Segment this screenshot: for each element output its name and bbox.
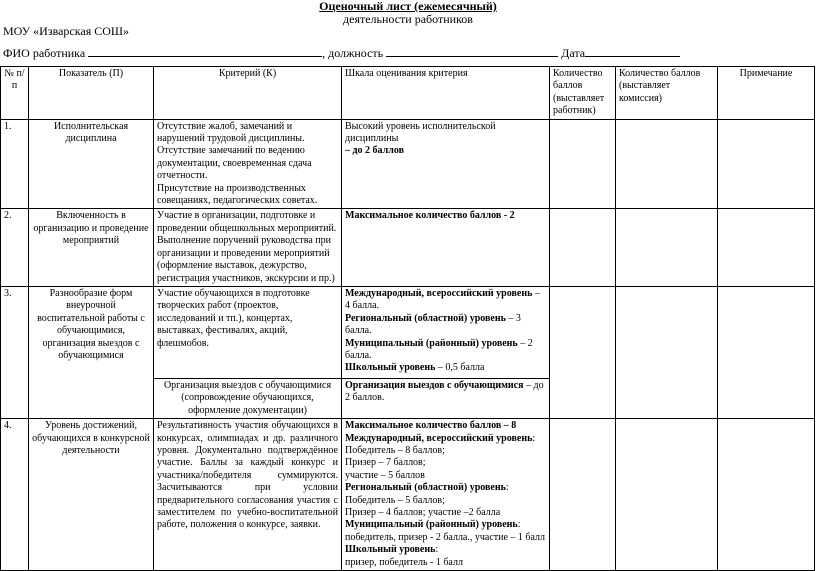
row-criteria: Результативность участия обучающихся в конкурсах, олимпиадах и др. различного уровня. Документально подтверждённое участие. Баллы за каждый конкурс и участника/победителя суммируются. Засчитываются при условии предварительного согласования участия с заместителем по учебно-воспитательной работе, положения о конкурсе, заявки. <box>154 419 342 571</box>
header-criteria: Критерий (К) <box>154 67 342 120</box>
worker-score-cell[interactable] <box>550 119 616 209</box>
header-commission-score: Количество баллов (выставляет комиссия) <box>616 67 718 120</box>
scale-line: Победитель – 8 баллов; <box>345 444 445 456</box>
criteria-line: Присутствие на производственных совещаниях, педагогических советах. <box>157 182 318 207</box>
commission-score-cell[interactable] <box>616 119 718 209</box>
criteria-line: Отсутствие жалоб, замечаний и нарушений трудовой дисциплины. <box>157 120 305 145</box>
scale-line: – до 2 баллов <box>345 145 405 157</box>
position-label: , должность <box>322 46 384 60</box>
document-title: Оценочный лист (ежемесячный) <box>319 0 497 13</box>
table-row <box>1 119 815 209</box>
fio-blank[interactable] <box>88 46 322 57</box>
fio-label: ФИО работника <box>3 46 86 60</box>
position-blank[interactable] <box>386 46 558 57</box>
row-num: 1. <box>1 119 29 209</box>
scale-line: Призер – 7 баллов; <box>345 457 426 469</box>
row-num: 3. <box>1 286 29 418</box>
row-indicator: Исполнительская дисциплина <box>29 119 154 209</box>
row-scale: Максимальное количество баллов - 2 <box>342 209 550 286</box>
row-scale-2: Организация выездов с обучающимися – до 2 баллов. <box>342 378 550 418</box>
date-blank[interactable] <box>585 46 680 57</box>
scale-line: Школьный уровень: <box>345 544 439 556</box>
header-worker-score: Количество баллов (выставляет работник) <box>550 67 616 120</box>
header-note: Примечание <box>718 67 815 120</box>
document-subtitle: деятельности работников <box>343 12 473 26</box>
commission-score-cell[interactable] <box>616 286 718 418</box>
evaluation-table <box>0 66 815 571</box>
worker-score-cell[interactable] <box>550 286 616 418</box>
scale-line: Международный, всероссийский уровень – 4 балла. <box>345 287 540 312</box>
note-cell[interactable] <box>718 286 815 418</box>
commission-score-cell[interactable] <box>616 419 718 571</box>
worker-score-cell[interactable] <box>550 419 616 571</box>
scale-line: Максимальное количество баллов – 8 <box>345 420 517 432</box>
row-scale <box>342 119 550 209</box>
row-scale <box>342 286 550 378</box>
row-criteria-2: Организация выездов с обучающимися (сопровождение обучающихся, оформление документации) <box>154 378 342 418</box>
school-name: МОУ «Изварская СОШ» <box>3 24 129 38</box>
header-num: № п/п <box>1 67 29 120</box>
row-indicator: Включенность в организацию и проведение мероприятий <box>29 209 154 286</box>
header-indicator: Показатель (П) <box>29 67 154 120</box>
row-scale <box>342 419 550 571</box>
commission-score-cell[interactable] <box>616 209 718 286</box>
scale-line: участие – 5 баллов <box>345 469 425 481</box>
scale-line: Школьный уровень – 0,5 балла <box>345 362 485 374</box>
scale-line: Региональный (областной) уровень: <box>345 482 509 494</box>
table-row <box>1 209 815 286</box>
scale-line: Высокий уровень исполнительской дисциплины <box>345 120 496 145</box>
scale-line: Победитель – 5 баллов; <box>345 494 445 506</box>
table-row <box>1 419 815 571</box>
scale-line: призер, победитель - 1 балл <box>345 556 463 568</box>
note-cell[interactable] <box>718 419 815 571</box>
scale-line: Муниципальный (районный) уровень – 2 балла. <box>345 337 533 361</box>
date-label: Дата <box>561 46 586 60</box>
row-indicator: Уровень достижений, обучающихся в конкурсной деятельности <box>29 419 154 571</box>
table-header-row <box>1 67 815 120</box>
row-indicator: Разнообразие форм внеурочной воспитательной работы с обучающимися, организация выездов с обучающимися <box>29 286 154 418</box>
row-criteria <box>154 119 342 209</box>
header-scale: Шкала оценивания критерия <box>342 67 550 120</box>
note-cell[interactable] <box>718 209 815 286</box>
row-criteria: Участие обучающихся в подготовке творческих работ (проектов, исследований и тп.), концертах, выставках, фестивалях, акций, флешмобов. <box>154 286 342 378</box>
row-num: 2. <box>1 209 29 286</box>
criteria-line: Отсутствие замечаний по ведению документации, своевременная сдача отчетности. <box>157 145 312 182</box>
scale-line: победитель, призер - 2 балла., участие – 1 балл <box>345 531 546 543</box>
scale-line: Региональный (областной) уровень – 3 балла. <box>345 312 521 337</box>
row-criteria: Участие в организации, подготовке и проведении общешкольных мероприятий. Выполнение поручений руководства при организации и проведении мероприятий (оформление выставок, дежурство, регистрация участников, экскурсии и пр.) <box>154 209 342 286</box>
scale-line: Призер – 4 баллов; участие –2 балла <box>345 506 501 518</box>
note-cell[interactable] <box>718 119 815 209</box>
scale-line: Муниципальный (районный) уровень: <box>345 519 521 531</box>
scale-line: Международный, всероссийский уровень: <box>345 432 536 444</box>
row-num: 4. <box>1 419 29 571</box>
table-row <box>1 286 815 378</box>
worker-score-cell[interactable] <box>550 209 616 286</box>
fio-line <box>3 46 680 60</box>
